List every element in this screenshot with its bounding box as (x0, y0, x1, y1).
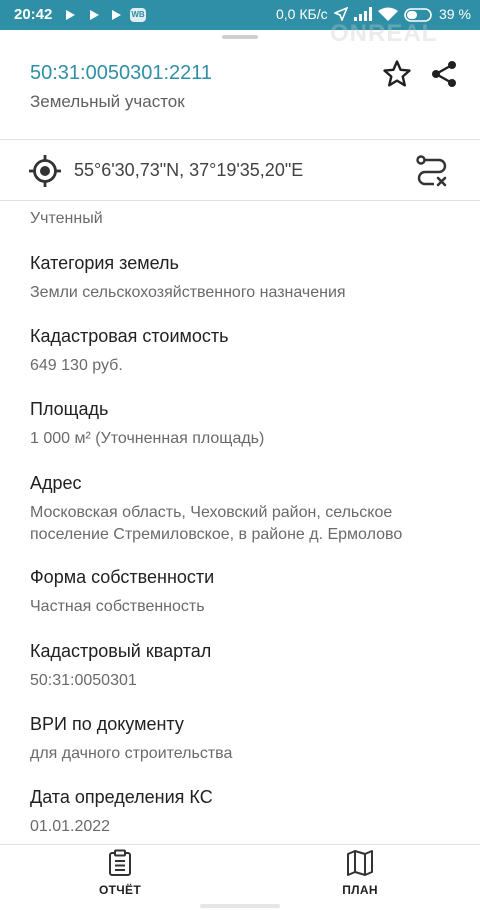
field-label: ВРИ по документу (30, 714, 184, 734)
play-notification-icon (110, 9, 122, 21)
onreal-watermark: ONREAL (330, 20, 438, 47)
status-time: 20:42 (14, 6, 53, 23)
sheet-drag-handle[interactable] (222, 35, 258, 39)
field-label: Адрес (30, 473, 82, 493)
land-category-field (30, 252, 460, 304)
field-label: Площадь (30, 399, 109, 419)
header-divider (0, 139, 480, 140)
field-label: Кадастровый квартал (30, 641, 212, 661)
gps-location-icon[interactable] (28, 154, 62, 188)
report-label: ОТЧЁТ (99, 883, 141, 897)
home-indicator (200, 904, 280, 908)
field-label: Категория земель (30, 253, 179, 273)
route-icon[interactable] (414, 153, 450, 189)
address-field (30, 472, 460, 546)
favorite-star-icon[interactable] (381, 58, 413, 90)
field-label: Кадастровая стоимость (30, 326, 229, 346)
cadastral-value-field (30, 325, 460, 377)
field-value: Земли сельскохозяйственного назначения (30, 284, 346, 301)
coordinates-text[interactable]: 55°6'30,73"N, 37°19'35,20"E (74, 160, 304, 180)
network-speed: 0,0 КБ/с (276, 6, 328, 22)
cadastral-number: 50:31:0050301:2211 (30, 62, 213, 84)
cadastral-quarter-field (30, 640, 460, 692)
permitted-use-field (30, 713, 460, 765)
report-button[interactable] (60, 845, 180, 905)
field-value: Московская область, Чеховский район, сельское поселение Стремиловское, в районе д. Ермолово (30, 504, 403, 543)
field-label: Форма собственности (30, 567, 215, 587)
registration-status: Учтенный (30, 210, 103, 227)
field-label: Дата определения КС (30, 787, 213, 807)
field-value: 1 000 м² (Уточненная площадь) (30, 430, 265, 447)
field-value: Частная собственность (30, 598, 205, 615)
report-clipboard-icon (107, 849, 133, 877)
area-field (30, 398, 460, 450)
play-notification-icon (64, 9, 76, 21)
field-value: 649 130 руб. (30, 357, 123, 374)
field-value: для дачного строительства (30, 745, 233, 762)
valuation-date-field (30, 786, 460, 838)
battery-percent: 39 % (439, 6, 471, 22)
field-value: 01.01.2022 (30, 818, 111, 835)
plan-label: ПЛАН (342, 883, 378, 897)
location-arrow-icon (334, 7, 348, 21)
share-icon[interactable] (428, 58, 460, 90)
object-type: Земельный участок (30, 92, 185, 111)
bottom-navigation (0, 844, 480, 910)
signal-icon (354, 7, 372, 21)
play-notification-icon (88, 9, 100, 21)
map-plan-icon (346, 849, 374, 877)
plan-button[interactable] (300, 845, 420, 905)
ownership-field (30, 566, 460, 618)
wb-app-icon: WB (130, 8, 146, 22)
field-value: 50:31:0050301 (30, 672, 137, 689)
coordinates-divider (0, 200, 480, 201)
